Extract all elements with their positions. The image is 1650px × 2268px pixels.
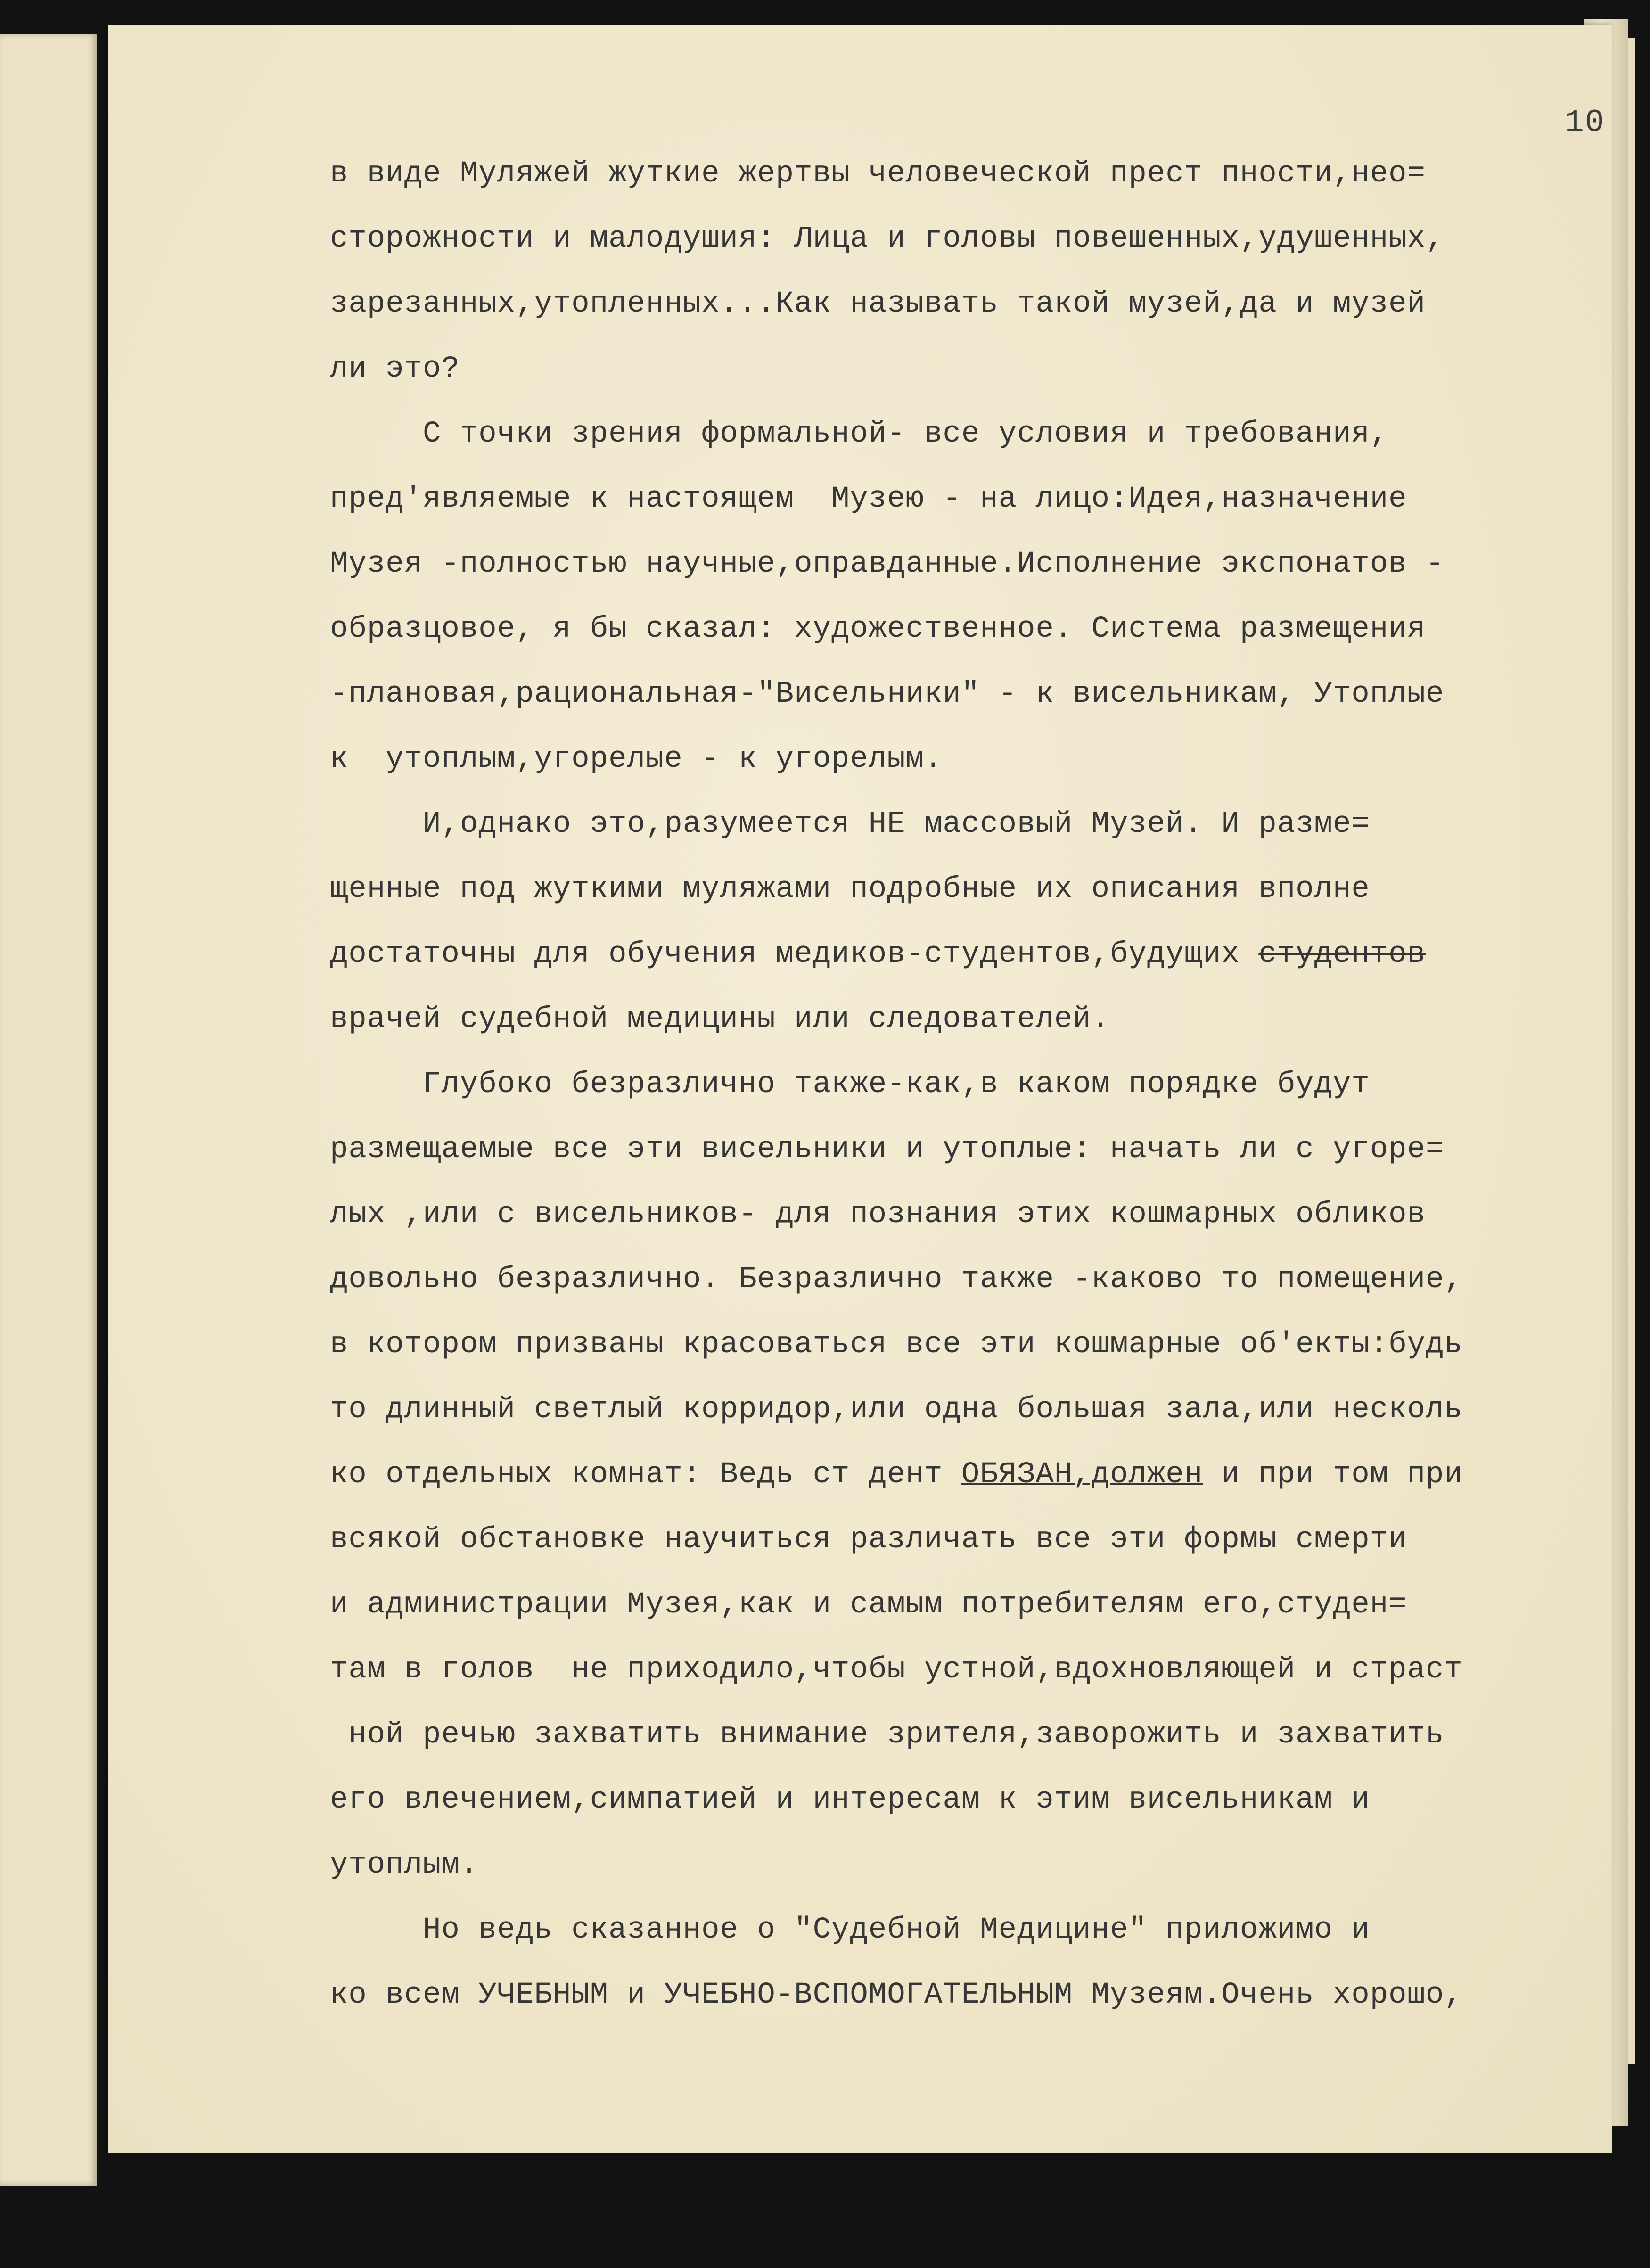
text-line: довольно безразлично. Безразлично также -каково то помещение, xyxy=(330,1263,1463,1297)
text-line: лых ,или с висельников- для познания этих кошмарных обликов xyxy=(330,1198,1426,1232)
text-line xyxy=(330,1442,1617,1507)
facing-page-edge xyxy=(0,34,97,2186)
text-line: -плановая,рациональная-"Висельники" - к висельникам, Утоплые xyxy=(330,677,1445,711)
struck-word: студентов xyxy=(1258,937,1426,971)
text-line: щенные под жуткими муляжами подробные их описания вполне xyxy=(330,872,1370,906)
text-line: ли это? xyxy=(330,352,460,386)
text-line: к утоплым,угорелые - к угорелым. xyxy=(330,742,943,776)
text-line: всякой обстановке научиться различать все эти формы смерти xyxy=(330,1523,1407,1557)
text-line: в виде Муляжей жуткие жертвы человеческой прест пности,нео= xyxy=(330,157,1426,191)
text-line: Глубоко безразлично также-как,в каком порядке будут xyxy=(330,1068,1370,1101)
text-segment: достаточны для обучения медиков-студентов,будущих xyxy=(330,937,1259,971)
text-line: его влечением,симпатией и интересам к этим висельникам и xyxy=(330,1783,1370,1817)
text-line: в котором призваны красоваться все эти кошмарные об'екты:будь xyxy=(330,1328,1463,1362)
text-line: сторожности и малодушия: Лица и головы повешенных,удушенных, xyxy=(330,222,1445,256)
typewritten-text xyxy=(330,141,1617,2028)
text-line: пред'являемые к настоящем Музею - на лицо:Идея,назначение xyxy=(330,482,1407,516)
text-line xyxy=(330,922,1617,987)
text-segment: и при том при xyxy=(1203,1458,1463,1492)
text-line: утоплым. xyxy=(330,1848,479,1882)
text-line: И,однако это,разумеется НЕ массовый Музей. И разме= xyxy=(330,807,1370,841)
text-line: там в голов не приходило,чтобы устной,вдохновляющей и страст xyxy=(330,1653,1463,1687)
text-line: размещаемые все эти висельники и утоплые: начать ли с угоре= xyxy=(330,1133,1445,1167)
text-line: С точки зрения формальной- все условия и требования, xyxy=(330,417,1389,451)
text-line: врачей судебной медицины или следователей. xyxy=(330,1003,1110,1036)
text-line: Но ведь сказанное о "Судебной Медицине" приложимо и xyxy=(330,1913,1370,1947)
text-line: Музея -полностью научные,оправданные.Исполнение экспонатов - xyxy=(330,547,1445,581)
text-line: то длинный светлый корридор,или одна большая зала,или несколь xyxy=(330,1393,1463,1427)
text-line: ной речью захватить внимание зрителя,заворожить и захватить xyxy=(330,1718,1445,1752)
text-line: ко всем УЧЕБНЫМ и УЧЕБНО-ВСПОМОГАТЕЛЬНЫМ Музеям.Очень хорошо, xyxy=(330,1978,1463,2012)
text-line: зарезанных,утопленных...Как называть такой музей,да и музей xyxy=(330,287,1426,321)
text-line: и администрации Музея,как и самым потребителям его,студен= xyxy=(330,1588,1407,1622)
text-line: образцовое, я бы сказал: художественное. Система размещения xyxy=(330,612,1426,646)
page-number: 10 xyxy=(1565,105,1605,141)
text-segment: ко отдельных комнат: Ведь ст дент xyxy=(330,1458,961,1492)
underlined-phrase: ОБЯЗАН,должен xyxy=(961,1458,1203,1492)
